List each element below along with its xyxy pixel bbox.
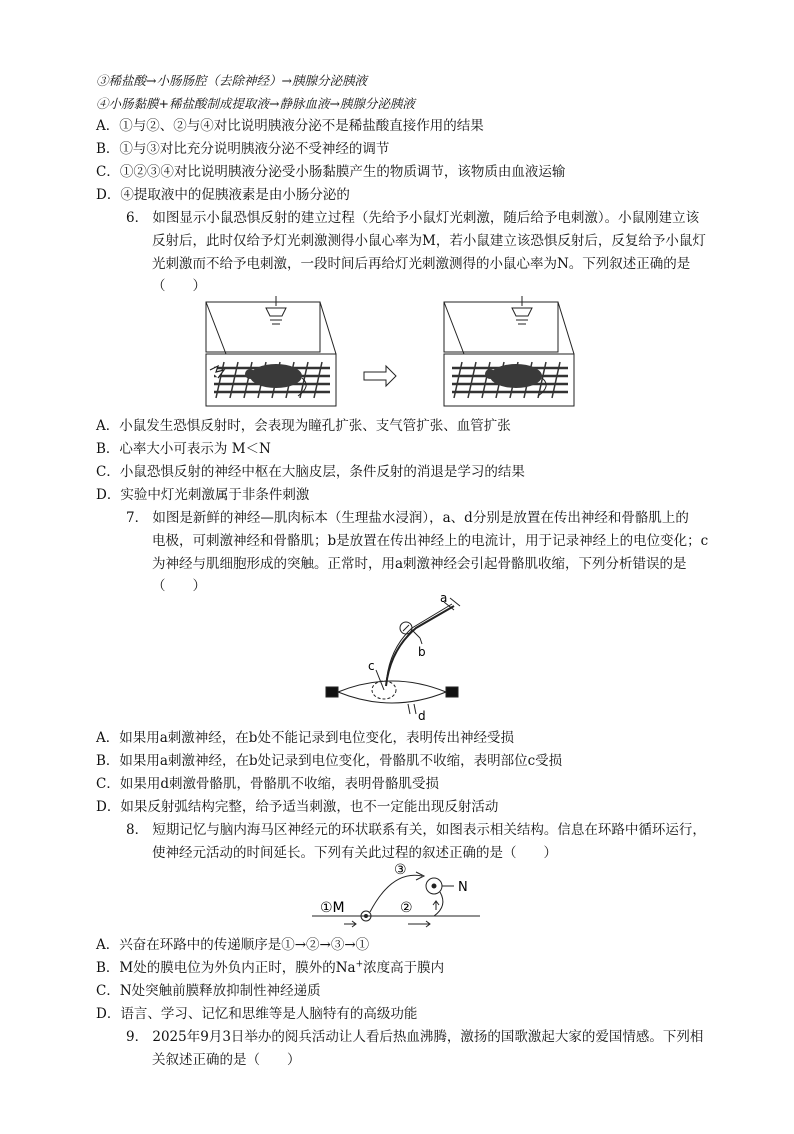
q8-option-c: C．N处突触前膜释放抑制性神经递质 — [96, 983, 321, 999]
q8-stem-line2: 使神经元活动的时间延长。下列有关此过程的叙述正确的是（ ） — [152, 845, 557, 861]
q9-stem-line1: 9． 2025年9月3日举办的阅兵活动让人看后热血沸腾，激扬的国歌激起大家的爱国情感。下列相 — [126, 1029, 704, 1045]
q6-stem-line2: 反射后，此时仅给予灯光刺激测得小鼠心率为M，若小鼠建立该恐惧反射后，反复给予小鼠灯 — [152, 233, 706, 249]
q6-paren: （ ） — [152, 278, 206, 294]
q8-option-b-sup: + — [355, 959, 364, 970]
q6-cage-figure — [200, 296, 600, 412]
q6-option-d: D．实验中灯光刺激属于非条件刺激 — [96, 487, 310, 503]
q5-option-c: C．①②③④对比说明胰液分泌受小肠黏膜产生的物质调节，该物质由血液运输 — [96, 164, 566, 180]
label-3: ③ — [394, 862, 407, 878]
q8-neural-loop-figure — [312, 858, 492, 928]
electrode-d — [408, 704, 410, 714]
q7-stem-line2: 电极，可刺激神经和骨骼肌；b是放置在传出神经上的电流计，用于记录神经上的电位变化；c — [152, 533, 709, 549]
q6-option-a: A．小鼠发生恐惧反射时，会表现为瞳孔扩张、支气管扩张、血管扩张 — [96, 418, 511, 434]
label-N: N — [458, 880, 468, 895]
q8-stem-line1: 8． 短期记忆与脑内海马区神经元的环状联系有关，如图表示相关结构。信息在环路中循环运行， — [126, 822, 706, 838]
q6-stem-line1: 6． 如图显示小鼠恐惧反射的建立过程（先给予小鼠灯光刺激，随后给予电刺激）。小鼠刚建立该 — [126, 210, 700, 226]
q6-option-c: C．小鼠恐惧反射的神经中枢在大脑皮层，条件反射的消退是学习的结果 — [96, 464, 525, 480]
q7-option-d: D．如果反射弧结构完整，给予适当刺激，也不一定能出现反射活动 — [96, 799, 499, 815]
q7-option-b: B．如果用a刺激神经，在b处记录到电位变化，骨骼肌不收缩，表明部位c受损 — [96, 753, 563, 769]
tendon-right — [446, 687, 458, 697]
q7-option-a: A．如果用a刺激神经，在b处不能记录到电位变化，表明传出神经受损 — [96, 730, 514, 746]
q9-stem-line2: 关叙述正确的是（ ） — [152, 1052, 301, 1068]
q8-option-d: D．语言、学习、记忆和思维等是人脑特有的高级功能 — [96, 1006, 418, 1022]
loop-arc — [370, 875, 422, 912]
q7-stem-line3: 为神经与肌细胞形成的突触。正常时，用a刺激神经会引起骨骼肌收缩，下列分析错误的是 — [152, 556, 687, 572]
q8-option-a: A．兴奋在环路中的传递顺序是①→②→③→① — [96, 937, 370, 953]
q7-stem-line1: 7． 如图是新鲜的神经—肌肉标本（生理盐水浸润），a、d分别是放置在传出神经和骨骼肌上的 — [126, 510, 689, 526]
q7-option-c: C．如果用d刺激骨骼肌，骨骼肌不收缩，表明骨骼肌受损 — [96, 776, 439, 792]
label-b: b — [418, 645, 426, 659]
q7-nerve-muscle-figure — [324, 590, 464, 730]
step-4-text: ④小肠黏膜+稀盐酸制成提取液→静脉血液→胰腺分泌胰液 — [96, 96, 415, 111]
q5-option-a: A．①与②、②与④对比说明胰液分泌不是稀盐酸直接作用的结果 — [96, 118, 484, 134]
q6-stem-line3: 光刺激而不给予电刺激，一段时间后再给灯光刺激测得的小鼠心率为N。下列叙述正确的是 — [152, 256, 691, 272]
tendon-left — [326, 687, 338, 697]
label-a: a — [440, 591, 448, 605]
step-3-text: ③稀盐酸→小肠肠腔（去除神经）→胰腺分泌胰液 — [96, 73, 367, 88]
cage-right — [444, 296, 574, 406]
q8-option-b-post: 浓度高于膜内 — [363, 960, 445, 976]
q5-option-d: D．④提取液中的促胰液素是由小肠分泌的 — [96, 187, 350, 203]
q6-option-b: B．心率大小可表示为 M＜N — [96, 441, 271, 457]
cage-left — [206, 296, 336, 406]
label-2: ② — [400, 900, 413, 916]
q8-option-b-pre: B．M处的膜电位为外负内正时，膜外的Na — [96, 960, 356, 976]
q7-paren: （ ） — [152, 578, 206, 594]
label-d: d — [418, 709, 426, 723]
transition-arrow — [364, 366, 396, 386]
label-1M: ①M — [320, 900, 345, 916]
q8-option-b — [96, 959, 444, 977]
label-c: c — [368, 659, 375, 673]
skeletal-muscle — [338, 681, 446, 703]
q5-option-b: B．①与③对比充分说明胰液分泌不受神经的调节 — [96, 141, 390, 157]
